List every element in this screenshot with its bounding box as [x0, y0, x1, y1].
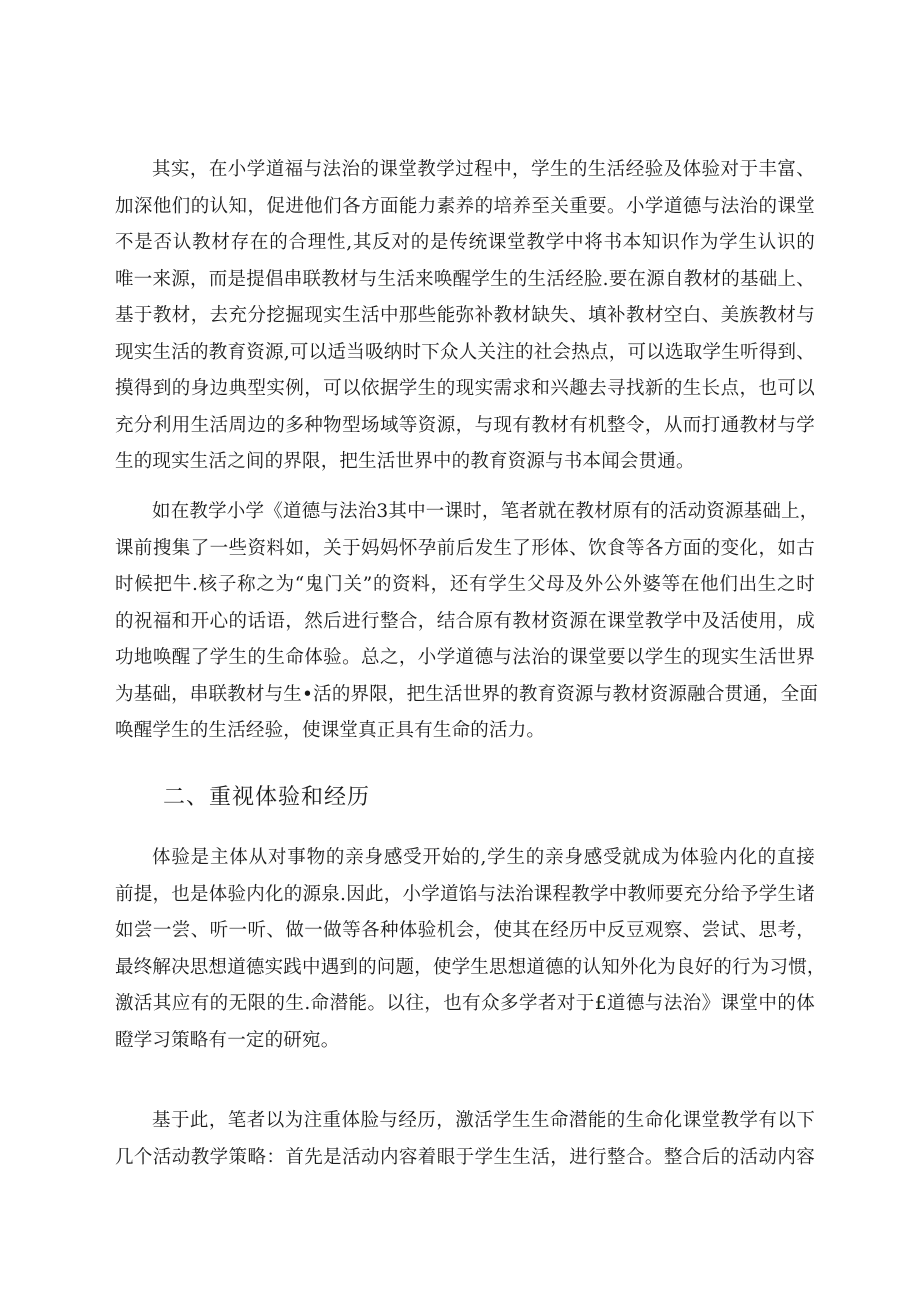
paragraph-3 — [115, 840, 826, 1059]
text-line: 如在教学小学《道德与法治3其中一课时，笔者就在教材原有的活动资源基础上， — [152, 501, 819, 522]
text-line: 唯一来源，而是提倡串联教材与生活来唤醒学生的生活经脸.要在源自教材的基础上、 — [115, 268, 815, 290]
section-heading: 二、重视体验和经历 — [163, 785, 371, 810]
text-line: 为基础，串联教材与生•活的界限，把生活世界的教育资源与教材资源融合贯通，全面 — [115, 683, 819, 705]
text-line: 生的现实生活之间的界限，把生活世界中的教育资源与书本闻会贯通。 — [115, 451, 695, 472]
text-line: 功地唤醒了学生的生命体验。总之，小学道德与法治的课堂要以学生的现实生活世界 — [115, 647, 815, 668]
text-line: 基于此，笔者以为注重体脸与经历，激活学生生命潜能的生命化课堂教学有以下 — [152, 1110, 815, 1131]
paragraph-4 — [115, 1103, 815, 1176]
text-line: 其实，在小学道福与法治的课堂教学过程中，学生的生活经验及体验对于丰富、 — [152, 159, 815, 180]
text-line: 体验是主体从对事物的亲身感受开始的,学生的亲身感受就成为体验内化的直接 — [152, 847, 815, 868]
paragraph-1 — [115, 152, 815, 481]
text-line: 充分利用生活周边的多种物型场域等资源，与现有教材有机整令，从而打通教材与学 — [115, 414, 815, 436]
text-line: 的祝福和开心的话语，然后进行整合，结合原有教材资源在课堂教学中及活使用，成 — [115, 610, 815, 632]
text-line: 唤醒学生的生活经验，使课堂真正具有生命的活力。 — [115, 720, 546, 741]
text-line: 前提，也是体验内化的源泉.因此，小学道馅与法治课程教学中教师要充分给予学生诸 — [115, 883, 815, 905]
text-line: 时候把牛.核子称之为“鬼门关”的资料，还有学生父母及外公外婆等在他们出生之时 — [115, 574, 815, 595]
text-line: 现实生活的教育资源,可以适当吸纳时下众人关注的社会热点，可以选取学生听得到、 — [115, 341, 815, 363]
text-line: 瞪学习策略有一定的研宛。 — [115, 1029, 340, 1051]
text-line: 课前搜集了一些资料如，关于妈妈怀孕前后发生了形体、饮食等各方面的变化，如古 — [115, 537, 815, 559]
text-line: 摸得到的身边典型实例，可以依据学生的现实需求和兴趣去寻找新的生长点，也可以 — [115, 378, 815, 399]
text-line: 基于教材，去充分挖掘现实生活中那些能弥补教材缺失、填补教材空白、美族教材与 — [115, 305, 815, 326]
paragraph-2 — [115, 494, 819, 750]
text-line: 激活其应有的无限的生.命潜能。以往，也有众多学者对于£道德与法治》课堂中的体 — [115, 993, 815, 1014]
text-line: 最终解决思想道德实践中遇到的问题，使学生思想道德的认知外化为良好的行为习惯， — [115, 956, 826, 978]
text-line: 几个活动教学策略：首先是活动内容着眼于学生生活，进行整合。整合后的活动内容 — [115, 1146, 815, 1168]
text-line: 加深他们的认知，促进他们各方面能力素养的培养至关重要。小学道德与法治的课堂 — [115, 195, 815, 217]
text-line: 不是否认教材存在的合理性,其反对的是传统课堂教学中将书本知识作为学生认识的 — [115, 232, 815, 253]
text-line: 如尝一尝、听一听、做一做等各种体验机会，使其在经历中反豆观察、尝试、思考， — [115, 920, 815, 941]
